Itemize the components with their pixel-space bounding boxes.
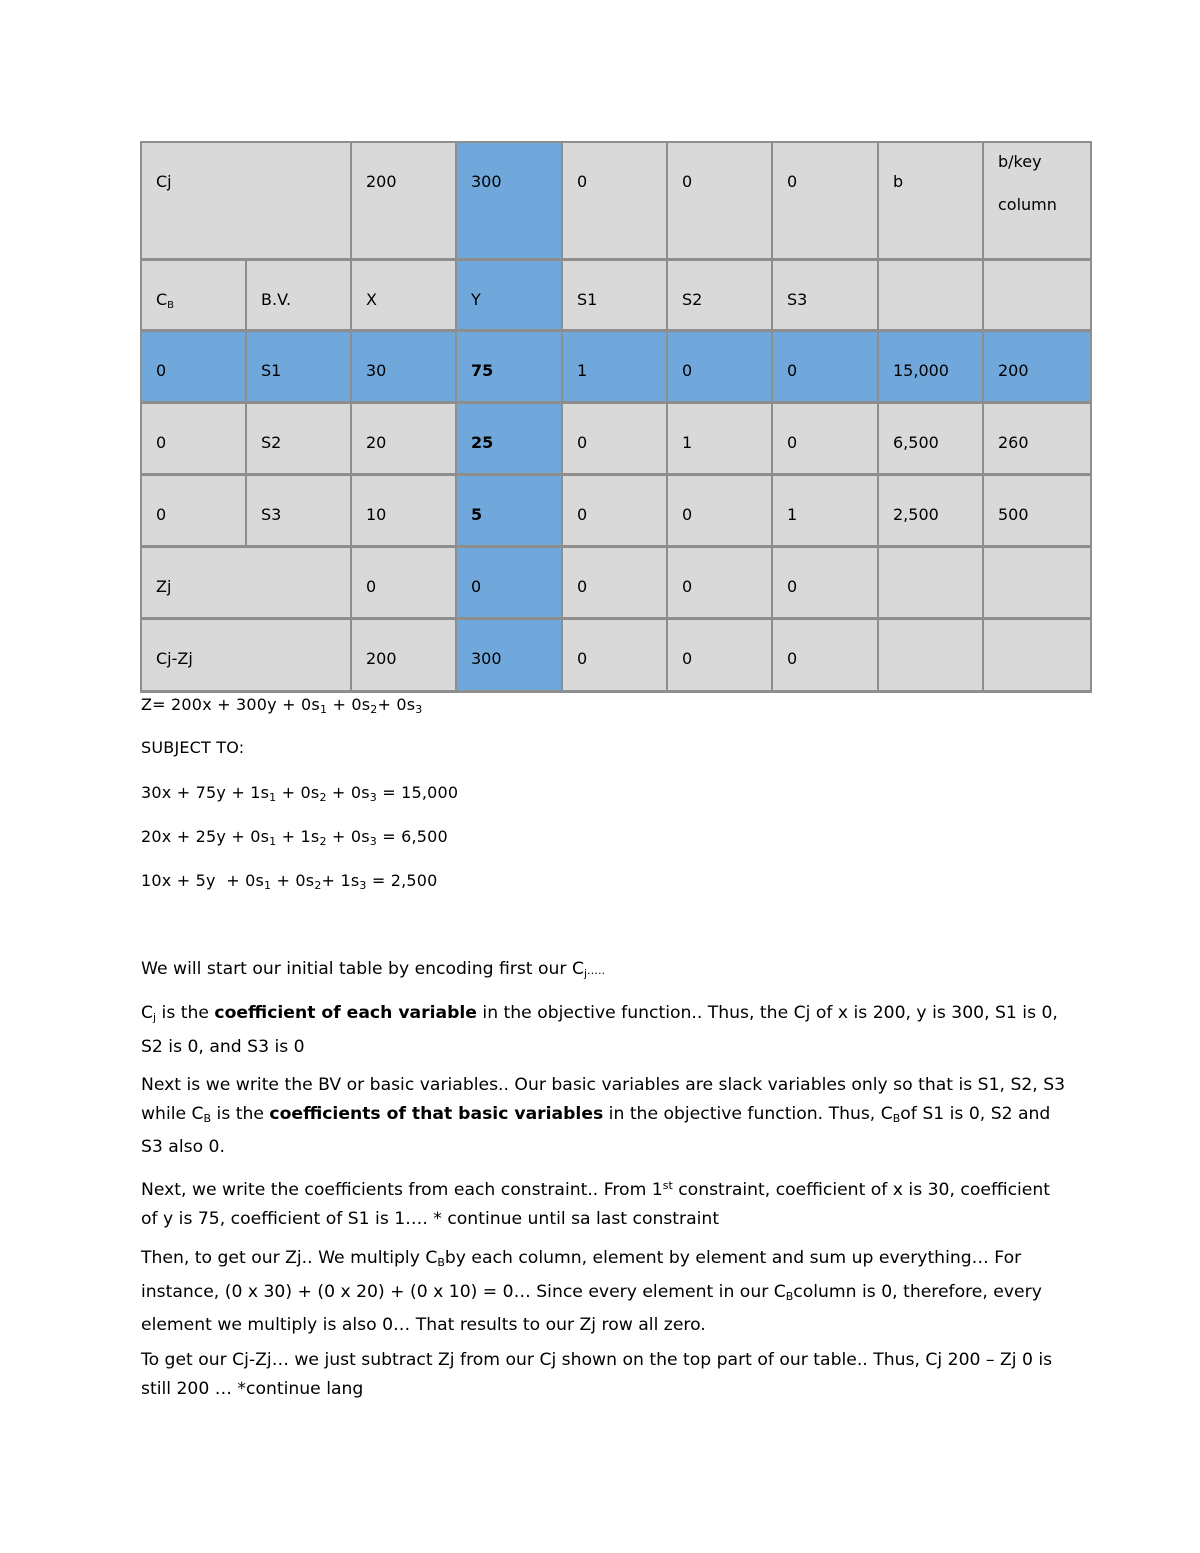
c2-part-a: 20x + 25y + 0s [141,827,270,846]
c1-part-d: = 15,000 [376,783,459,802]
col-b-header [879,261,984,332]
c3-sub-1: 1 [264,879,272,892]
ratio-label-line2: column [998,195,1057,214]
row3-s1: 0 [563,476,668,548]
table-row-s1 [142,332,1092,404]
zj-y: 0 [457,548,563,620]
p4-sup: st [662,1179,673,1192]
b-label: b [879,143,984,261]
row3-y: 5 [457,476,563,548]
row1-y-pivot: 75 [457,332,563,404]
obj-sub-2: 2 [370,703,378,716]
cj-x: 200 [352,143,457,261]
constraint-2 [141,827,448,848]
zj-row [142,548,1092,620]
row2-s1: 0 [563,404,668,476]
p1-sub: j [583,967,588,980]
row3-s3: 1 [773,476,879,548]
cb-header [142,261,247,332]
p6-text: To get our Cj-Zj… we just subtract Zj from our Cj shown on the top part of our table.. Thus, Cj 200 – Zj 0 is still 200 … *continue lang [141,1350,1053,1399]
p2-cj-sub: j [153,1011,157,1024]
obj-part-a: Z= 200x + 300y + 0s [141,695,320,714]
obj-sub-1: 1 [319,703,328,716]
cb-header-text: C [156,290,168,309]
c3-sub-3: 3 [359,879,367,892]
simplex-table [140,141,1092,693]
p3-bold: coefficients of that basic variables [269,1103,604,1124]
zj-s3: 0 [773,548,879,620]
obj-part-c: + 0s [377,695,416,714]
row2-x: 20 [352,404,457,476]
c1-part-a: 30x + 75y + 1s [141,783,270,802]
objective-function [141,695,422,716]
c1-sub-3: 3 [369,791,377,804]
row1-s1: 1 [563,332,668,404]
zj-x: 0 [352,548,457,620]
cb-header-sub: B [167,300,175,311]
p5-sub-1: B [437,1256,445,1269]
p3-sub-1: B [203,1111,212,1125]
cjzj-y: 300 [457,620,563,693]
c3-part-c: + 1s [321,871,360,890]
col-ratio-header [984,261,1092,332]
paragraph-cj-zj [141,1346,1071,1403]
p1-ellipsis: ….. [587,964,606,977]
paragraph-cj-definition [141,999,1071,1061]
row1-cb: 0 [142,332,247,404]
row1-b: 15,000 [879,332,984,404]
row2-bv: S2 [247,404,352,476]
col-x-header: X [352,261,457,332]
paragraph-cj-intro [141,955,1071,989]
row1-s3: 0 [773,332,879,404]
cjzj-s1: 0 [563,620,668,693]
zj-b [879,548,984,620]
c1-sub-1: 1 [269,791,277,804]
c2-sub-2: 2 [319,835,327,848]
paragraph-zj [141,1244,1071,1340]
c2-sub-3: 3 [369,835,377,848]
p2-bold: coefficient of each variable [214,1003,477,1023]
zj-label: Zj [142,548,352,620]
row3-bv: S3 [247,476,352,548]
cj-label: Cj [142,143,352,261]
row2-b: 6,500 [879,404,984,476]
cjzj-b [879,620,984,693]
row2-s2: 1 [668,404,773,476]
row3-x: 10 [352,476,457,548]
header-row [142,261,1092,332]
col-s2-header: S2 [668,261,773,332]
p1-text: We will start our initial table by encoding first our C [141,959,584,979]
p5-part-b: by each column, element by element and sum up everything… For instance, (0 x 30) + (0 x 20) + (0 x 10) = 0… Since every element in our C [141,1248,1022,1302]
p3-part-a: Next is we write the BV or basic variables.. Our basic variables are slack variables only so that is S1, S2, S3 while C [141,1075,1066,1124]
c2-part-d: = 6,500 [376,827,448,846]
cjzj-s2: 0 [668,620,773,693]
paragraph-basic-variables [141,1071,1071,1162]
subject-to-heading: SUBJECT TO: [141,738,245,757]
zj-ratio [984,548,1092,620]
c2-part-b: + 1s [276,827,320,846]
p4-part-a: Next, we write the coefficients from each constraint.. From 1 [141,1180,663,1200]
cj-s1: 0 [563,143,668,261]
obj-sub-3: 3 [415,703,423,716]
ratio-label-line1: b/key [998,152,1042,171]
p5-part-c: column is 0, therefore, every element we multiply is also 0… That results to our Zj row all zero. [141,1281,1042,1335]
cj-s3: 0 [773,143,879,261]
col-s1-header: S1 [563,261,668,332]
bv-header: B.V. [247,261,352,332]
zj-s1: 0 [563,548,668,620]
p2-cj: C [141,1003,154,1023]
row3-ratio: 500 [984,476,1092,548]
c2-sub-1: 1 [269,835,277,848]
p3-sub-2: B [892,1111,901,1125]
p3-part-b: is the [211,1103,270,1124]
row2-ratio: 260 [984,404,1092,476]
cj-s2: 0 [668,143,773,261]
cjzj-ratio [984,620,1092,693]
row1-ratio: 200 [984,332,1092,404]
c3-sub-2: 2 [314,879,322,892]
c3-part-a: 10x + 5y + 0s [141,871,265,890]
p4-part-b: constraint, coefficient of x is 30, coefficient of y is 75, coefficient of S1 is 1…. * continue until sa last constraint [141,1180,1051,1229]
cjzj-x: 200 [352,620,457,693]
row1-x: 30 [352,332,457,404]
p2-part-b: in the objective function.. Thus, the Cj of x is 200, y is 300, S1 is 0, S2 is 0, and S3 is 0 [141,1003,1058,1057]
cjzj-s3: 0 [773,620,879,693]
c1-sub-2: 2 [319,791,327,804]
cjzj-row [142,620,1092,693]
row3-b: 2,500 [879,476,984,548]
p3-part-d: of S1 is 0, S2 and S3 also 0. [141,1103,1051,1157]
cj-y: 300 [457,143,563,261]
p5-part-a: Then, to get our Zj.. We multiply C [141,1248,438,1268]
table-row-s2 [142,404,1092,476]
ratio-label [984,143,1092,261]
col-s3-header: S3 [773,261,879,332]
row3-s2: 0 [668,476,773,548]
cjzj-label: Cj-Zj [142,620,352,693]
p3-part-c: in the objective function. Thus, C [603,1103,893,1124]
cj-row [142,143,1092,261]
constraint-1 [141,783,458,804]
constraint-3 [141,871,438,892]
paragraph-constraint-coefficients [141,1172,1071,1233]
c3-part-b: + 0s [271,871,315,890]
c1-part-b: + 0s [276,783,320,802]
col-y-header: Y [457,261,563,332]
row2-y: 25 [457,404,563,476]
zj-s2: 0 [668,548,773,620]
p5-sub-2: B [785,1289,794,1303]
row1-s2: 0 [668,332,773,404]
row2-s3: 0 [773,404,879,476]
c3-part-d: = 2,500 [366,871,438,890]
row2-cb: 0 [142,404,247,476]
row3-cb: 0 [142,476,247,548]
row1-bv: S1 [247,332,352,404]
obj-part-b: + 0s [327,695,371,714]
table-row-s3 [142,476,1092,548]
p2-part-a: is the [156,1003,215,1023]
c1-part-c: + 0s [326,783,370,802]
c2-part-c: + 0s [326,827,370,846]
